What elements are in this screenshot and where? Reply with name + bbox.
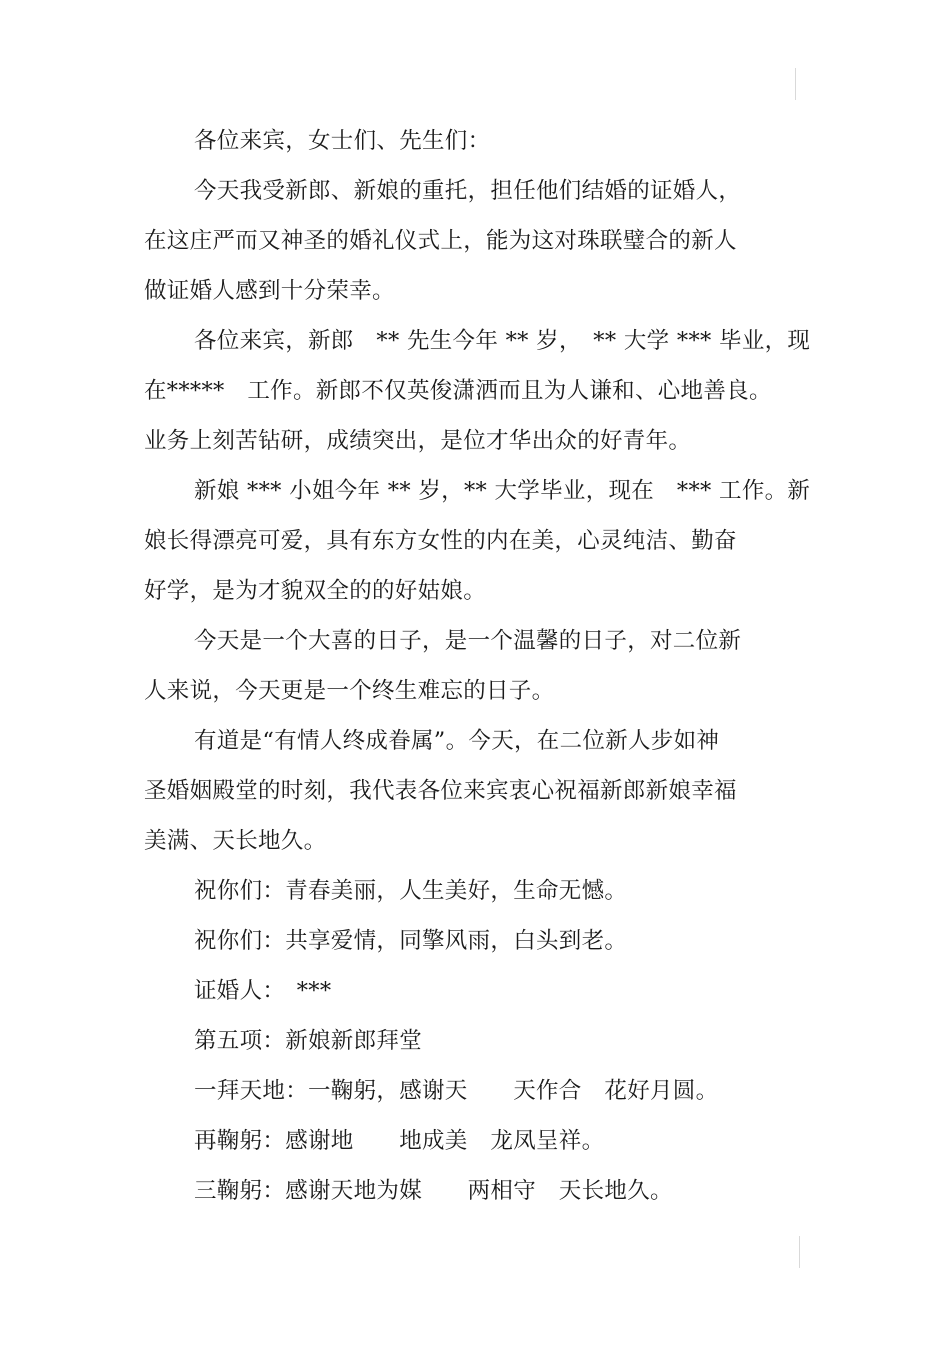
bow-line: 再鞠躬：感谢地 地成美 龙凤呈祥。 xyxy=(194,1128,605,1154)
paragraph-line: 有道是“有情人终成眷属”。今天，在二位新人步如神 xyxy=(194,728,720,754)
paragraph-line: 圣婚姻殿堂的时刻，我代表各位来宾衷心祝福新郎新娘幸福 xyxy=(144,778,737,804)
paragraph-line: 今天是一个大喜的日子，是一个温馨的日子，对二位新 xyxy=(194,628,742,654)
officiant-line: 证婚人： *** xyxy=(194,978,332,1004)
paragraph-line: 新娘 *** 小姐今年 ** 岁，** 大学毕业，现在 *** 工作。新 xyxy=(194,478,811,504)
ceremony-item-heading: 第五项：新娘新郎拜堂 xyxy=(194,1028,423,1054)
paragraph-line: 各位来宾，新郎 ** 先生今年 ** 岁， ** 大学 *** 毕业，现 xyxy=(194,328,811,354)
paragraph-line: 业务上刻苦钻研，成绩突出，是位才华出众的好青年。 xyxy=(144,428,692,454)
page-edge-mark-top xyxy=(795,68,796,100)
paragraph-line: 做证婚人感到十分荣幸。 xyxy=(144,278,395,304)
paragraph-line: 娘长得漂亮可爱，具有东方女性的内在美，心灵纯洁、勤奋 xyxy=(144,528,737,554)
bow-line: 一拜天地：一鞠躬，感谢天 天作合 花好月圆。 xyxy=(194,1078,719,1104)
bow-line: 三鞠躬：感谢天地为媒 两相守 天长地久。 xyxy=(194,1178,673,1204)
paragraph-line: 美满、天长地久。 xyxy=(144,828,327,854)
paragraph-line: 好学，是为才貌双全的的好姑娘。 xyxy=(144,578,487,604)
salutation-line: 各位来宾，女士们、先生们： xyxy=(194,128,491,154)
paragraph-line: 在这庄严而又神圣的婚礼仪式上，能为这对珠联璧合的新人 xyxy=(144,228,737,254)
paragraph-line: 人来说，今天更是一个终生难忘的日子。 xyxy=(144,678,555,704)
page-edge-mark-bottom xyxy=(799,1236,800,1268)
paragraph-line: 今天我受新郎、新娘的重托，担任他们结婚的证婚人， xyxy=(194,178,742,204)
paragraph-line: 在***** 工作。新郎不仅英俊潇洒而且为人谦和、心地善良。 xyxy=(144,378,772,404)
blessing-line: 祝你们：共享爱情，同擎风雨，白头到老。 xyxy=(194,928,628,954)
blessing-line: 祝你们：青春美丽，人生美好，生命无憾。 xyxy=(194,878,628,904)
